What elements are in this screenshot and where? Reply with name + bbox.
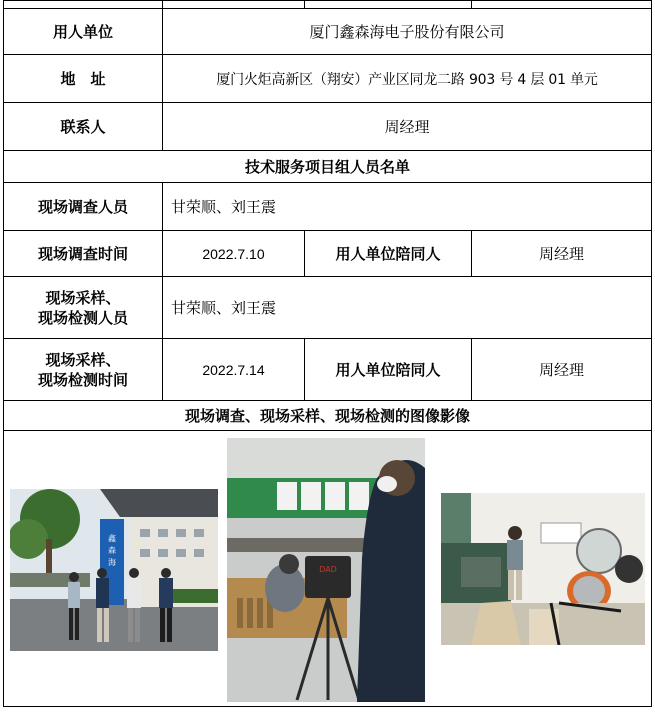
survey-time-label: 现场调查时间 <box>4 231 163 277</box>
contact-row <box>4 103 652 151</box>
sampling-staff-label-line2: 现场检测人员 <box>37 308 128 327</box>
photo-indoor-measurement <box>227 438 425 702</box>
sampling-staff-row <box>4 277 652 339</box>
info-table <box>3 0 652 707</box>
photo-outdoor-group-image <box>10 489 218 651</box>
employer-row <box>4 9 652 55</box>
survey-staff-row <box>4 183 652 231</box>
survey-staff-label: 现场调查人员 <box>4 183 163 231</box>
photos-cell <box>4 431 652 707</box>
sampling-time-label-line2: 现场检测时间 <box>37 370 128 389</box>
sampling-time-label <box>4 339 163 401</box>
survey-time-value: 2022.7.10 <box>163 231 305 277</box>
photo-workshop-measurement <box>441 493 645 645</box>
accompany-label: 用人单位陪同人 <box>305 231 472 277</box>
sampling-staff-label <box>4 277 163 339</box>
team-header-row <box>4 151 652 183</box>
contact-label: 联系人 <box>4 103 163 151</box>
svg-text:森: 森 <box>108 546 116 555</box>
accompany-value-2: 周经理 <box>472 339 652 401</box>
employer-value: 厦门鑫森海电子股份有限公司 <box>163 9 652 55</box>
photo-workshop-measurement-image <box>441 493 645 645</box>
survey-staff-value: 甘荣顺、刘王震 <box>163 183 652 231</box>
sampling-time-row <box>4 339 652 401</box>
accompany-label-2: 用人单位陪同人 <box>305 339 472 401</box>
employer-label: 用人单位 <box>4 9 163 55</box>
document <box>3 0 651 707</box>
sampling-staff-value: 甘荣顺、刘王震 <box>163 277 652 339</box>
images-header: 现场调查、现场采样、现场检测的图像影像 <box>4 401 652 431</box>
svg-text:海: 海 <box>108 558 116 567</box>
address-label: 地 址 <box>4 55 163 103</box>
photos-row <box>4 431 652 707</box>
survey-time-row <box>4 231 652 277</box>
photo-outdoor-group <box>10 489 218 651</box>
team-header: 技术服务项目组人员名单 <box>4 151 652 183</box>
sampling-time-value: 2022.7.14 <box>163 339 305 401</box>
sampling-time-label-line1: 现场采样、 <box>45 350 121 369</box>
device-text: DAD <box>319 565 337 574</box>
top-cutoff-row <box>4 1 652 9</box>
address-row <box>4 55 652 103</box>
sampling-staff-label-line1: 现场采样、 <box>45 288 121 307</box>
address-value: 厦门火炬高新区（翔安）产业区同龙二路 903 号 4 层 01 单元 <box>163 55 652 103</box>
photo-indoor-measurement-image <box>227 438 425 702</box>
images-header-row <box>4 401 652 431</box>
accompany-value: 周经理 <box>472 231 652 277</box>
contact-value: 周经理 <box>163 103 652 151</box>
sign-text: 鑫 <box>108 534 116 543</box>
